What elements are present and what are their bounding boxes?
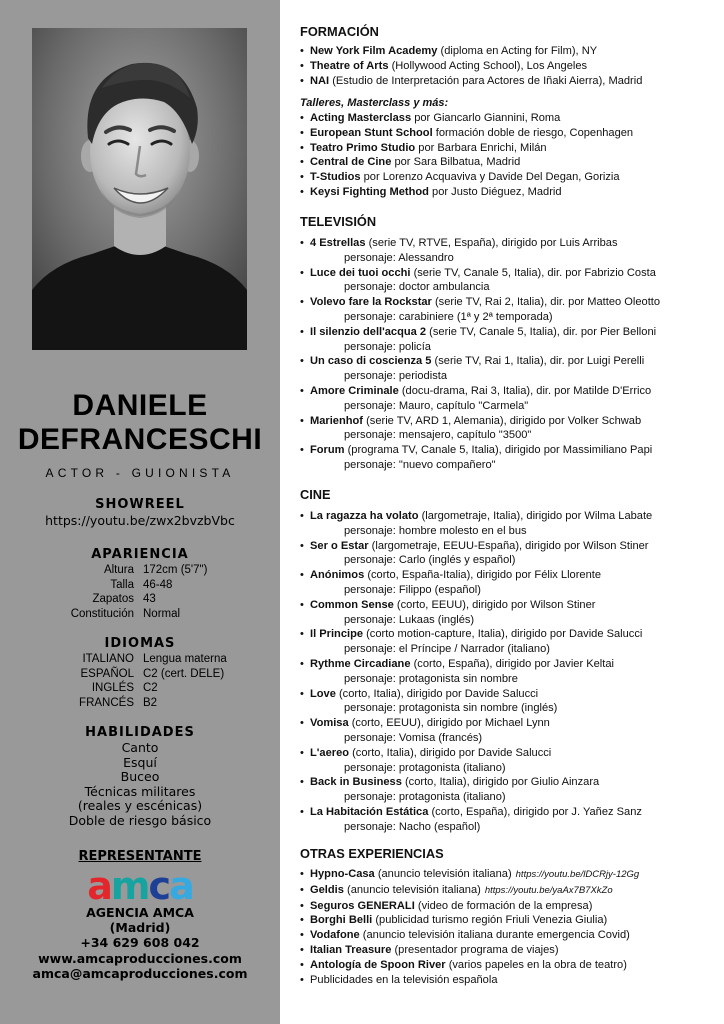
list-item: • Il Principe (corto motion-capture, Italia), dirigido por Davide Salucci xyxy=(300,627,716,642)
character-line: personaje: Carlo (inglés y español) xyxy=(344,554,516,567)
amca-logo-text: amca xyxy=(87,867,193,907)
formacion-list xyxy=(300,44,716,88)
character-line: personaje: protagonista sin nombre xyxy=(344,672,518,685)
language-name: FRANCÉS xyxy=(79,696,134,709)
language-name: ESPAÑOL xyxy=(80,667,134,680)
amca-logo xyxy=(82,867,198,907)
list-item: • Acting Masterclass por Giancarlo Giannini, Roma xyxy=(300,111,716,126)
list-item: • New York Film Academy (diploma en Acting for Film), NY xyxy=(300,44,716,59)
list-item: • Vomisa (corto, EEUU), dirigido por Michael Lynn xyxy=(300,716,716,731)
agency-name: AGENCIA AMCA xyxy=(86,905,194,920)
skill-item: Canto xyxy=(121,740,159,755)
youtube-link[interactable]: https://youtu.be/lDCRjy-12Gg xyxy=(515,869,640,880)
list-item: • European Stunt School formación doble de riesgo, Copenhagen xyxy=(300,126,716,141)
list-item: • Italian Treasure (presentador programa de viajes) xyxy=(300,943,716,958)
list-item: • 4 Estrellas (serie TV, RTVE, España), dirigido por Luis Arribas xyxy=(300,236,716,251)
character-line: personaje: periodista xyxy=(344,370,447,383)
representative-heading: REPRESENTANTE xyxy=(78,849,202,864)
character-line: personaje: hombre molesto en el bus xyxy=(344,524,527,537)
workshops-list xyxy=(300,111,716,200)
skill-item: Doble de riesgo básico xyxy=(68,812,212,828)
list-item: • T-Studios por Lorenzo Acquaviva y Davide Del Degan, Gorizia xyxy=(300,170,716,185)
workshops-heading: Talleres, Masterclass y más: xyxy=(300,97,449,109)
list-item: • Volevo fare la Rockstar (serie TV, Rai 2, Italia), dir. por Matteo Oleotto xyxy=(300,295,716,310)
character-line: personaje: Lukaas (inglés) xyxy=(344,613,475,626)
list-item: • Un caso di coscienza 5 (serie TV, Rai 1, Italia), dir. por Luigi Perelli xyxy=(300,354,716,369)
list-item: • L'aereo (corto, Italia), dirigido por Davide Salucci xyxy=(300,746,716,761)
name-last: DEFRANCESCHI xyxy=(17,423,263,456)
list-item: • Anónimos (corto, España-Italia), dirigido por Félix Llorente xyxy=(300,568,716,583)
agency-contact xyxy=(0,905,280,981)
character-line: personaje: Alessandro xyxy=(344,251,454,264)
character-line: personaje: protagonista (italiano) xyxy=(344,791,506,804)
character-line: personaje: protagonista sin nombre (inglés) xyxy=(344,702,558,715)
list-item: • Geldis (anuncio televisión italiana) https://youtu.be/yaAx7B7XkZo xyxy=(300,883,716,899)
skill-item: Técnicas militares xyxy=(84,783,196,799)
list-item: • Seguros GENERALI (video de formación de la empresa) xyxy=(300,899,716,914)
list-item: • Ser o Estar (largometraje, EEUU-España), dirigido por Wilson Stiner xyxy=(300,539,716,554)
appearance-value: Normal xyxy=(143,607,181,620)
skills-list xyxy=(0,741,280,829)
skill-item: Esquí xyxy=(123,754,157,770)
list-item: • Il silenzio dell'acqua 2 (serie TV, Canale 5, Italia), dir. por Pier Belloni xyxy=(300,325,716,340)
list-item: • Hypno-Casa (anuncio televisión italiana) https://youtu.be/lDCRjy-12Gg xyxy=(300,867,716,883)
cine-list xyxy=(300,509,716,835)
language-name: ITALIANO xyxy=(82,653,134,665)
otras-heading: OTRAS EXPERIENCIAS xyxy=(300,846,444,861)
list-item: • La Habitación Estática (corto, España), dirigido por J. Yañez Sanz xyxy=(300,805,716,820)
otras-list xyxy=(300,867,716,987)
list-item: • NAI (Estudio de Interpretación para Actores de Iñaki Aierra), Madrid xyxy=(300,74,716,89)
language-name: INGLÉS xyxy=(91,682,134,694)
name-first: DANIELE xyxy=(72,389,208,422)
list-item: • Borghi Belli (publicidad turismo región Friuli Venezia Giulia) xyxy=(300,913,716,928)
list-item: • Publicidades en la televisión española xyxy=(300,973,716,988)
showreel-heading: SHOWREEL xyxy=(95,497,185,512)
cine-heading: CINE xyxy=(300,487,331,502)
language-level: B2 xyxy=(143,696,158,709)
list-item: • Forum (programa TV, Canale 5, Italia), dirigido por Massimiliano Papi xyxy=(300,443,716,458)
list-item: • Antología de Spoon River (varios papeles en la obra de teatro) xyxy=(300,958,716,973)
list-item: • La ragazza ha volato (largometraje, Italia), dirigido por Wilma Labate xyxy=(300,509,716,524)
formacion-heading: FORMACIÓN xyxy=(300,24,379,39)
list-item: • Amore Criminale (docu-drama, Rai 3, Italia), dir. por Matilde D'Errico xyxy=(300,384,716,399)
list-item: • Theatre of Arts (Hollywood Acting School), Los Angeles xyxy=(300,59,716,74)
language-level: Lengua materna xyxy=(143,653,227,665)
agency-website[interactable]: www.amcaproducciones.com xyxy=(38,950,242,966)
skill-item: (reales y escénicas) xyxy=(77,798,203,814)
language-level: C2 xyxy=(143,682,158,694)
list-item: • Teatro Primo Studio por Barbara Enrichi, Milán xyxy=(300,141,716,156)
character-line: personaje: doctor ambulancia xyxy=(344,281,490,294)
headshot-illustration xyxy=(32,28,247,350)
agency-phone[interactable]: +34 629 608 042 xyxy=(80,935,200,951)
character-line: personaje: Vomisa (francés) xyxy=(344,731,483,744)
list-item: • Keysi Fighting Method por Justo Diéguez, Madrid xyxy=(300,185,716,200)
character-line: personaje: protagonista (italiano) xyxy=(344,761,506,774)
character-line: personaje: el Príncipe / Narrador (italiano) xyxy=(344,643,550,656)
language-level: C2 (cert. DELE) xyxy=(143,667,225,680)
appearance-value: 43 xyxy=(143,593,156,605)
appearance-label: Talla xyxy=(110,578,134,591)
skills-heading: HABILIDADES xyxy=(85,725,195,740)
appearance-value: 46-48 xyxy=(143,578,173,591)
character-line: personaje: Filippo (español) xyxy=(344,583,481,596)
television-heading: TELEVISIÓN xyxy=(300,214,377,229)
list-item: • Luce dei tuoi occhi (serie TV, Canale 5, Italia), dir. por Fabrizio Costa xyxy=(300,266,716,281)
agency-city: (Madrid) xyxy=(109,920,171,936)
list-item: • Marienhof (serie TV, ARD 1, Alemania), dirigido por Volker Schwab xyxy=(300,414,716,429)
character-line: personaje: mensajero, capítulo "3500" xyxy=(344,429,532,442)
character-line: personaje: policía xyxy=(344,340,431,353)
character-line: personaje: "nuevo compañero" xyxy=(344,458,496,471)
appearance-label: Altura xyxy=(103,564,134,576)
list-item: • Back in Business (corto, Italia), dirigido por Giulio Ainzara xyxy=(300,775,716,790)
list-item: • Common Sense (corto, EEUU), dirigido por Wilson Stiner xyxy=(300,598,716,613)
showreel-link[interactable]: https://youtu.be/zwx2bvzbVbc xyxy=(45,513,235,528)
headshot-photo xyxy=(32,28,247,350)
list-item: • Love (corto, Italia), dirigido por Davide Salucci xyxy=(300,687,716,702)
youtube-link[interactable]: https://youtu.be/yaAx7B7XkZo xyxy=(484,884,613,896)
agency-email[interactable]: amca@amcaproducciones.com xyxy=(32,965,248,981)
character-line: personaje: carabiniere (1ª y 2ª temporada) xyxy=(344,310,553,323)
appearance-label: Zapatos xyxy=(92,593,134,605)
languages-heading: IDIOMAS xyxy=(104,636,176,651)
character-line: personaje: Mauro, capítulo "Carmela" xyxy=(344,399,529,412)
television-list xyxy=(300,236,716,473)
list-item: • Vodafone (anuncio televisión italiana durante emergencia Covid) xyxy=(300,928,716,943)
character-line: personaje: Nacho (español) xyxy=(344,820,481,833)
sidebar xyxy=(0,0,280,1024)
role-title: ACTOR - GUIONISTA xyxy=(45,466,235,480)
list-item: • Central de Cine por Sara Bilbatua, Madrid xyxy=(300,155,716,170)
skill-item: Buceo xyxy=(120,769,160,785)
list-item: • Rythme Circadiane (corto, España), dirigido por Javier Keltai xyxy=(300,657,716,672)
appearance-value: 172cm (5'7") xyxy=(143,564,208,576)
appearance-label: Constitución xyxy=(70,607,134,620)
appearance-heading: APARIENCIA xyxy=(91,547,189,562)
